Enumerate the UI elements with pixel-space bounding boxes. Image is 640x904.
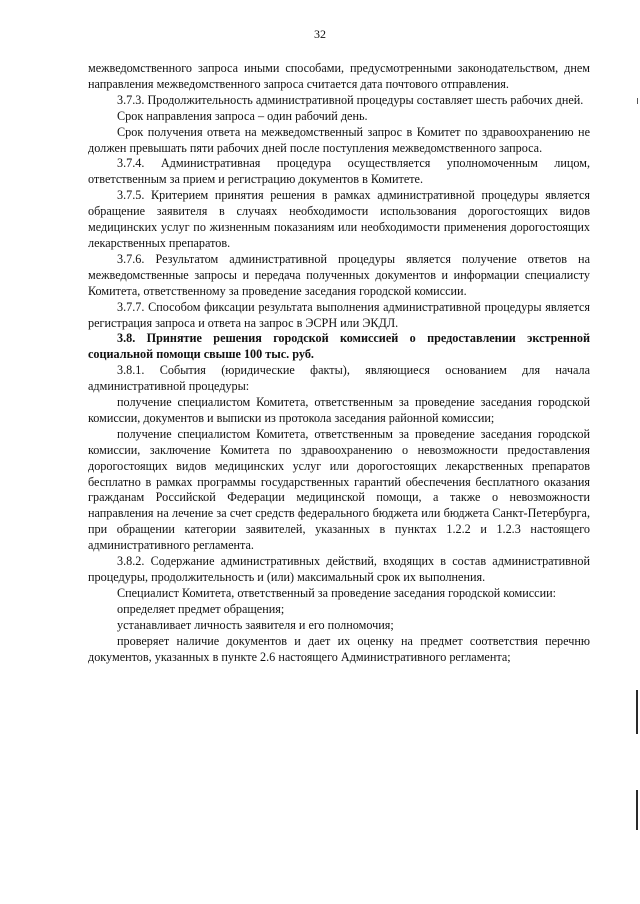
paragraph: Специалист Комитета, ответственный за проведение заседания городской комиссии: (117, 585, 557, 600)
paragraph: 3.7.6. Результатом административной процедуры является получение ответов на межведомственные запросы и передача полученных документов и информации специалисту Комитета, ответственному за проведение заседания городской комиссии. (88, 251, 590, 298)
paragraph: 3.8.1. События (юридические факты), являющиеся основанием для начала административной процедуры: (88, 363, 590, 394)
paragraph: устанавливает личность заявителя и его полномочия; (117, 617, 394, 632)
paragraph: 3.7.5. Критерием принятия решения в рамках административной процедуры является обращение заявителя в случаях необходимости использования дорогостоящих видов медицинских услуг по жизненным показаниям или необходимости применения дорогостоящих лекарственных препаратов. (88, 188, 590, 250)
paragraph: Срок направления запроса – один рабочий день. (117, 108, 368, 123)
paragraph: проверяет наличие документов и дает их оценку на предмет соответствия перечню документов, указанных в пункте 2.6 настоящего Административного регламента; (88, 633, 590, 664)
scan-edge-mark (636, 790, 638, 830)
paragraph: 3.8.2. Содержание административных действий, входящих в состав административной процедуры, продолжительность и (или) максимальный срок их выполнения. (88, 554, 590, 584)
paragraph: получение специалистом Комитета, ответственным за проведение заседания городской комиссии, заключение Комитета по здравоохранению о невозможности предоставления дорогостоящих видов медицинских услуг или дорогостоящих лекарственных препаратов бесплатно в рамках программы государственных гарантий обеспечения бесплатного оказания гражданам Российской Федерации медицинской помощи, а также о невозможности направления на лечение за счет средств федерального бюджета или бюджета Санкт-Петербурга, при обращении категории заявителей, указанных в пунктах 1.2.2 и 1.2.3 настоящего административного регламента. (88, 426, 590, 553)
page-number: 32 (314, 27, 326, 41)
section-heading: 3.8. Принятие решения городской комиссией о предоставлении экстренной социальной помощи свыше 100 тыс. руб. (88, 331, 590, 362)
scan-edge-mark (636, 690, 638, 734)
paragraph: Срок получения ответа на межведомственный запрос в Комитет по здравоохранению не должен превышать пяти рабочих дней после поступления межведомственного запроса. (88, 124, 590, 155)
paragraph: определяет предмет обращения; (117, 601, 285, 616)
document-body (88, 61, 590, 665)
paragraph: 3.7.4. Административная процедура осуществляется уполномоченным лицом, ответственным за прием и регистрацию документов в Комитете. (88, 156, 590, 187)
paragraph: 3.7.3. Продолжительность административной процедуры составляет шесть рабочих дней. (117, 92, 584, 107)
paragraph: 3.7.7. Способом фиксации результата выполнения административной процедуры является регистрация запроса и ответа на запрос в ЭСРН или ЭКДЛ. (88, 299, 590, 330)
paragraph: получение специалистом Комитета, ответственным за проведение заседания городской комиссии, документов и выписки из протокола заседания районной комиссии; (88, 395, 590, 425)
paragraph: межведомственного запроса иными способами, предусмотренными законодательством, днем направления межведомственного запроса считается дата почтового отправления. (88, 61, 590, 91)
scan-edge-mark (637, 98, 638, 104)
